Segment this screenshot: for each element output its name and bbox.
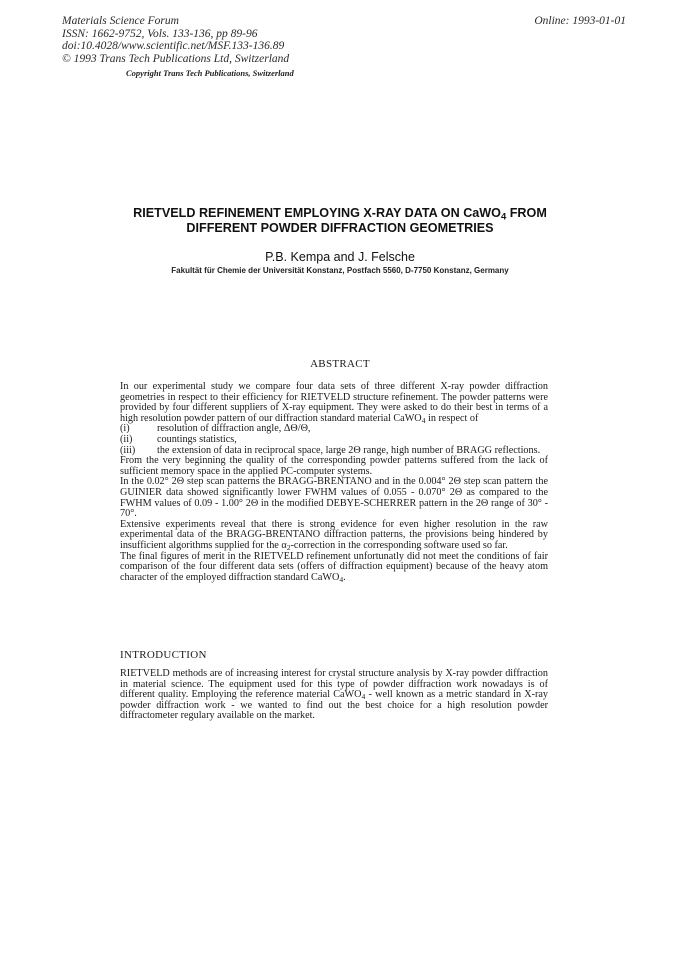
abstract-body <box>120 382 548 583</box>
copyright-line: © 1993 Trans Tech Publications Ltd, Switzerland <box>62 52 290 65</box>
abstract-list-item: (i) resolution of diffraction angle, ΔΘ/Θ, <box>120 423 311 435</box>
journal-name: Materials Science Forum <box>62 15 179 27</box>
doi-line: doi:10.4028/www.scientific.net/MSF.133-136.89 <box>62 40 285 52</box>
abstract-list-item: (ii) countings statistics, <box>120 433 237 445</box>
abstract-paragraph: Extensive experiments reveal that there is strong evidence for even higher resolution in the raw experimental data of the BRAGG-BRENTANO diffraction patterns, the provisions being hindered by insufficient algorithms supplied for the $\alpha_2$-correction in the corresponding software used so far. <box>120 518 548 552</box>
abstract-list-item: (iii) the extension of data in reciprocal space, large 2Θ range, high number of BRAGG reflections. <box>120 444 541 456</box>
introduction-heading: INTRODUCTION <box>120 649 207 661</box>
abstract-paragraph: In our experimental study we compare four data sets of three different X-ray powder diffraction geometries in respect to their efficiency for RIETVELD structure refinement. The powder patterns were provided by four different suppliers of X-ray equipment. They were asked to do their best in terms of a high resolution powder pattern of our diffraction standard material CaWO$_4$ in respect of <box>120 381 548 425</box>
title-line-2: DIFFERENT POWDER DIFFRACTION GEOMETRIES <box>186 221 494 235</box>
paper-title <box>100 206 580 236</box>
online-date: Online: 1993-01-01 <box>534 15 626 27</box>
abstract-paragraph: From the very beginning the quality of the corresponding powder patterns suffered from the lack of sufficient memory space in the applied PC-computer systems. <box>120 455 548 477</box>
authors: P.B. Kempa and J. Felsche <box>265 250 415 264</box>
introduction-paragraph: RIETVELD methods are of increasing interest for crystal structure analysis by X-ray powder diffraction in material science. The equipment used for this type of powder diffraction work nowadays is of different quality. Employing the reference material CaWO$_4$ - well known as a metric standard in X-ray powder diffraction work - we wanted to find out the best choice for a high resolution powder diffractometer regulary available on the market. <box>120 668 548 722</box>
abstract-paragraph: The final figures of merit in the RIETVELD refinement unfortunatly did not meet the conditions of fair comparison of the four different data sets (offers of diffraction equipment) because of the heavy atom character of the employed diffraction standard CaWO$_4$. <box>120 550 548 584</box>
abstract-paragraph: In the 0.02° 2Θ step scan patterns the BRAGG-BRENTANO and in the 0.004° 2Θ step scan pattern the GUINIER data showed significantly lower FWHM values of 0.055 - 0.070° 2Θ as compared to the FWHM values of 0.09 - 1.00° 2Θ in the modified DEBYE-SCHERRER pattern in the 2Θ range of 30° - 70°. <box>120 476 548 520</box>
affiliation: Fakultät für Chemie der Universität Konstanz, Postfach 5560, D-7750 Konstanz, Germany <box>171 266 509 275</box>
abstract-heading: ABSTRACT <box>310 358 370 370</box>
title-line-1: RIETVELD REFINEMENT EMPLOYING X-RAY DATA ON CaWO$_4$ FROM <box>133 206 547 223</box>
issn-line: ISSN: 1662-9752, Vols. 133-136, pp 89-96 <box>62 27 258 40</box>
scan-copyright: Copyright Trans Tech Publications, Switzerland <box>126 68 294 78</box>
introduction-body <box>120 669 548 722</box>
journal-header <box>62 15 289 65</box>
